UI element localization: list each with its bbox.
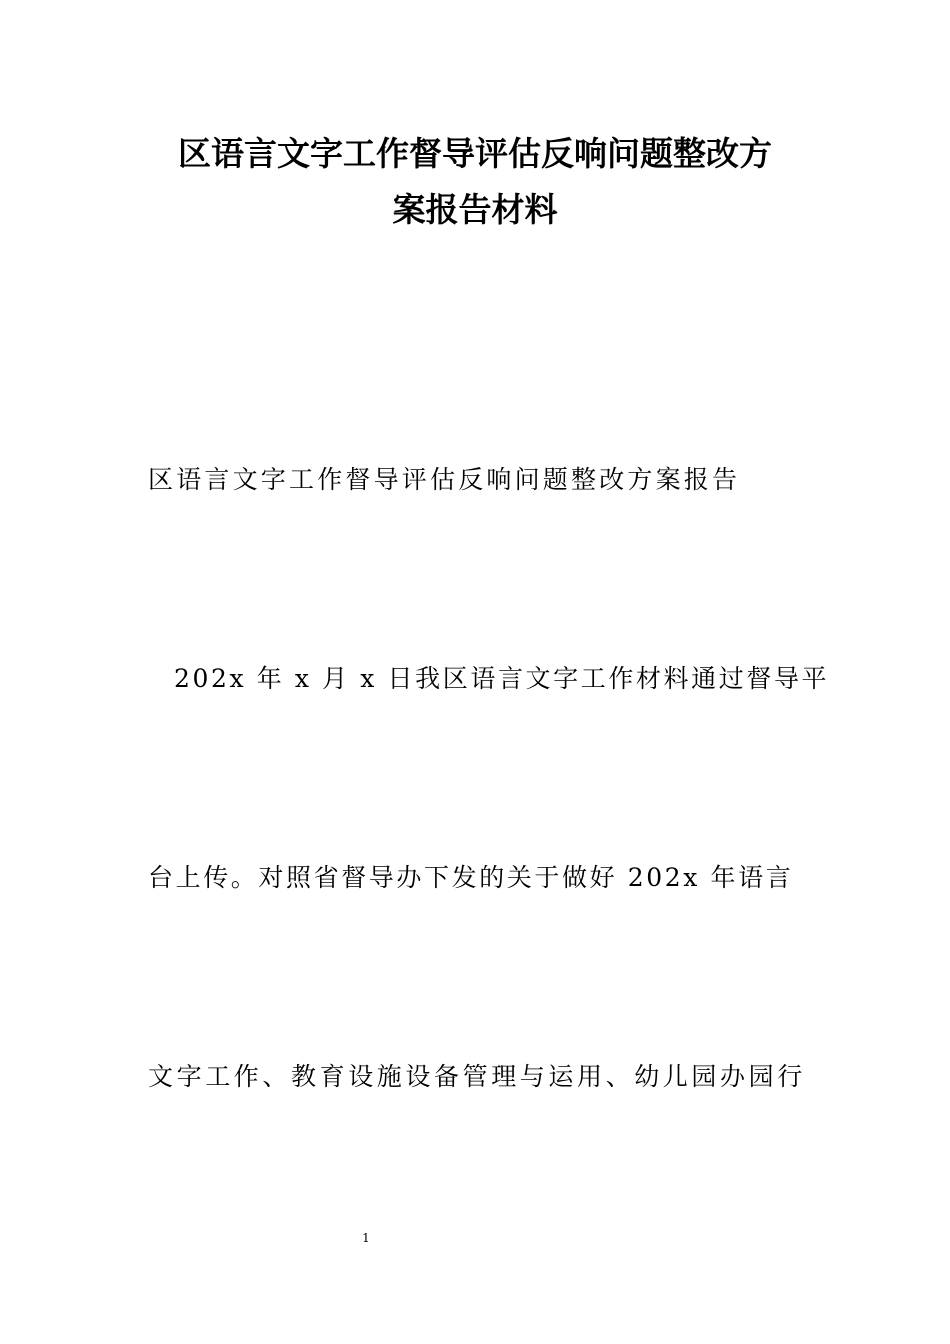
document-title-line-1: 区语言文字工作督导评估反响问题整改方 <box>178 134 772 173</box>
paragraph-line: 台上传。对照省督导办下发的关于做好 202x 年语言 <box>148 863 794 892</box>
paragraph-line: 文字工作、教育设施设备管理与运用、幼儿园办园行 <box>148 1062 806 1091</box>
page-number: 1 <box>362 1231 370 1245</box>
document-title-line-2: 案报告材料 <box>392 190 558 229</box>
document-subtitle: 区语言文字工作督导评估反响问题整改方案报告 <box>148 465 741 494</box>
paragraph-line: 202x 年 x 月 x 日我区语言文字工作材料通过督导平 <box>174 664 830 693</box>
